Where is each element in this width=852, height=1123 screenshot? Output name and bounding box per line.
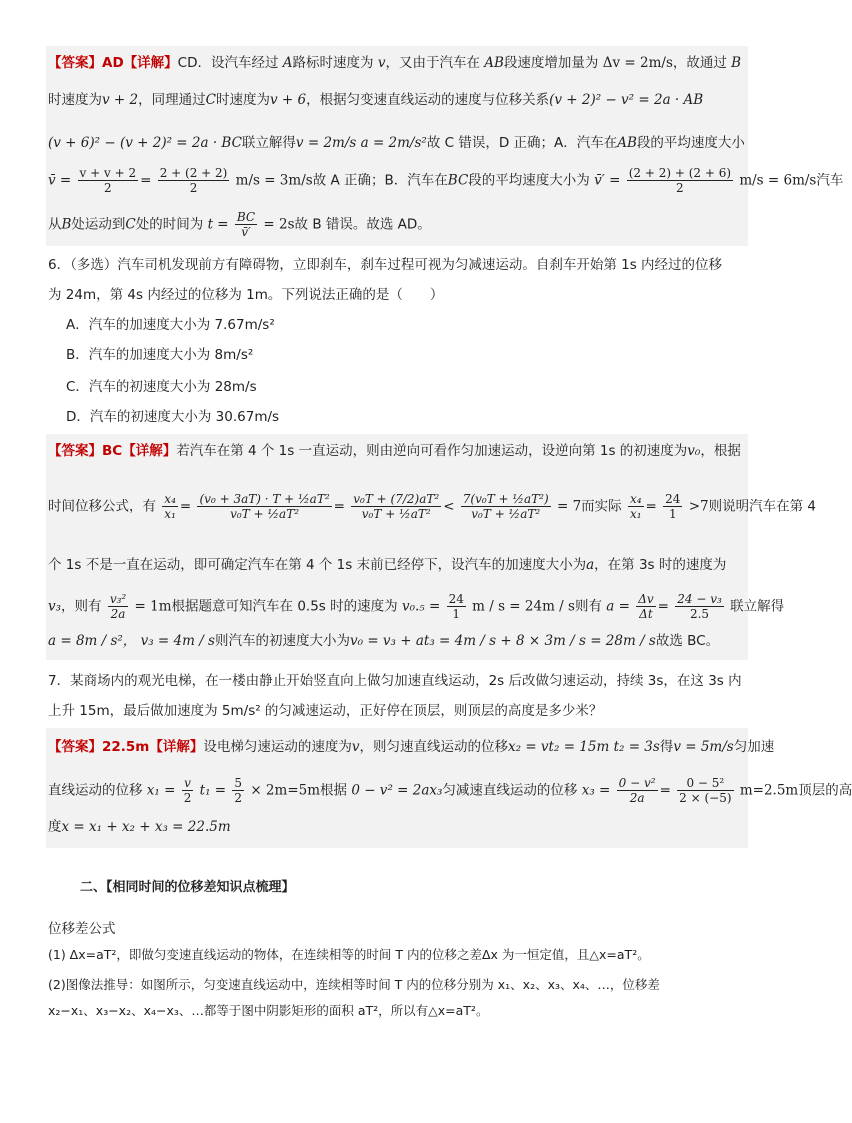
- q6-stem-2: 为 24m，第 4s 内经过的位移为 1m。下列说法正确的是（ ）: [48, 287, 444, 303]
- q7-line-1: 【答案】22.5m【详解】设电梯匀速运动的速度为v，则匀速直线运动的位移x₂ = vt₂ = 15m t₂ = 3s得v = 5m/s匀加速: [48, 739, 775, 755]
- fraction: $\frac{\text{0 − 5²}}{2 \times (-5)}$: [679, 776, 732, 805]
- q6-stem-1: 6．（多选）汽车司机发现前方有障碍物，立即刹车，刹车过程可视为匀减速运动。自刹车开始第 1s 内经过的位移: [48, 257, 723, 273]
- fraction: $\frac{\text{v₀T + (7/2)aT²}}{\text{v₀T + ½aT²}}$: [353, 492, 440, 521]
- fraction: $\frac{\text{x₄}}{\text{x₁}}$: [164, 492, 176, 521]
- q6-option-a: A．汽车的加速度大小为 7.67m/s²: [66, 317, 275, 333]
- q6-line-5: a = 8m / s²， v₃ = 4m / s则汽车的初速度大小为v₀ = v₃ + at₃ = 4m / s + 8 × 3m / s = 28m / s故选 BC。: [48, 633, 720, 649]
- q5-line-3: (v + 6)² − (v + 2)² = 2a · BC联立解得v = 2m/s a = 2m/s²故 C 错误，D 正确；A．汽车在AB段的平均速度大小: [48, 135, 745, 151]
- section-paragraph-2b: x₂−x₁、x₃−x₂、x₄−x₃、…都等于图中阴影矩形的面积 aT²，所以有△x=aT²。: [48, 1003, 489, 1018]
- section-paragraph-1: (1) Δx=aT²，即做匀变速直线运动的物体，在连续相等的时间 T 内的位移之差Δx 为一恒定值，且△x=aT²。: [48, 947, 650, 962]
- fraction: $\frac{\text{v₃²}}{2a}$: [109, 592, 127, 621]
- fraction: $\frac{2 + (2 + 2)}{2}$: [159, 166, 228, 195]
- section-paragraph-2a: (2)图像法推导：如图所示，匀变速直线运动中，连续相等时间 T 内的位移分别为 x₁、x₂、x₃、x₄、…，位移差: [48, 977, 660, 992]
- answer-tag: 【答案】BC【详解】: [48, 443, 177, 459]
- q6-line-3: 个 1s 不是一直在运动，即可确定汽车在第 4 个 1s 末前已经停下，设汽车的加速度大小为a，在第 3s 时的速度为: [48, 557, 727, 573]
- q6-line-4: v₃，则有 $\frac{\text{v₃²}}{2a}$ = 1m根据题意可知汽车在 0.5s 时的速度为 v₀.₅ = $\frac{24}{1}$ m / s = 24m / s则有 a = $\frac{\Delta v}{\Delta t}$ = $\frac{\text{24 − v₃}}{2.5}$ 联立解得: [48, 592, 785, 621]
- fraction: $\frac{\text{24 − v₃}}{2.5}$: [677, 592, 722, 621]
- q5-line-2: 时速度为v + 2，同理通过C时速度为v + 6，根据匀变速直线运动的速度与位移关系(v + 2)² − v² = 2a · AB: [48, 92, 704, 108]
- fraction: $\frac{\Delta v}{\Delta t}$: [638, 592, 654, 621]
- section-subtitle: 位移差公式: [48, 921, 116, 937]
- answer-tag: 【答案】22.5m【详解】: [48, 739, 204, 755]
- q6-option-b: B．汽车的加速度大小为 8m/s²: [66, 347, 254, 363]
- fraction: $\frac{(2 + 2) + (2 + 6)}{2}$: [628, 166, 732, 195]
- q5-line-1: 【答案】AD【详解】CD．设汽车经过 A路标时速度为 v，又由于汽车在 AB段速度增加量为 Δv = 2m/s，故通过 B: [48, 55, 742, 71]
- q5-line-5: 从B处运动到C处的时间为 t = $\frac{BC}{v̄'}$ = 2s故 B 错误。故选 AD。: [48, 210, 431, 239]
- fraction: $\frac{24}{1}$: [448, 592, 464, 621]
- fraction: $\frac{5}{2}$: [234, 776, 243, 805]
- q6-line-1: 【答案】BC【详解】若汽车在第 4 个 1s 一直运动，则由逆向可看作匀加速运动，设逆向第 1s 的初速度为v₀，根据: [48, 443, 741, 459]
- q6-answer-box: [46, 434, 748, 660]
- q6-line-2: 时间位移公式，有 $\frac{\text{x₄}}{\text{x₁}}$ = $\frac{\text{(v₀ + 3aT) · T + ½aT²}}{\text{v₀T + ½aT²}}$ = $\frac{\text{v₀T + (7/2)aT²}}{\text{v₀T + ½aT²}}$ < $\frac{\text{7(v₀T + ½aT²)}}{\text{v₀T + ½aT²}}$ = 7而实际 $\frac{\text{x₄}}{\text{x₁}}$ = $\frac{24}{1}$ >7则说明汽车在第 4: [48, 492, 817, 521]
- section-title: 二、【相同时间的位移差知识点梳理】: [80, 880, 295, 895]
- answer-tag: 【答案】AD【详解】: [48, 55, 178, 71]
- fraction: $\frac{v}{2}$: [183, 776, 192, 805]
- q7-line-2: 直线运动的位移 x₁ = $\frac{v}{2}$ t₁ = $\frac{5}{2}$ × 2m=5m根据 0 − v² = 2ax₃匀减速直线运动的位移 x₃ = $\frac{\text{0 − v²}}{2a}$ = $\frac{\text{0 − 5²}}{2 \times (-5)}$ m=2.5m顶层的高: [48, 776, 852, 805]
- fraction: $\frac{\text{7(v₀T + ½aT²)}}{\text{v₀T + ½aT²}}$: [462, 492, 549, 521]
- q6-option-c: C．汽车的初速度大小为 28m/s: [66, 379, 257, 395]
- q7-line-3: 度x = x₁ + x₂ + x₃ = 22.5m: [48, 819, 231, 835]
- fraction: $\frac{\text{(v₀ + 3aT) · T + ½aT²}}{\text{v₀T + ½aT²}}$: [199, 492, 330, 521]
- q6-option-d: D．汽车的初速度大小为 30.67m/s: [66, 409, 280, 425]
- q5-line-4: v̄ = $\frac{v + v + 2}{2}$ = $\frac{2 + (2 + 2)}{2}$ m/s = 3m/s故 A 正确；B．汽车在BC段的平均速度大小为 v̄′ = $\frac{(2 + 2) + (2 + 6)}{2}$ m/s = 6m/s汽车: [48, 166, 844, 195]
- fraction: $\frac{BC}{v̄'}$: [236, 210, 256, 239]
- fraction: $\frac{24}{1}$: [665, 492, 681, 521]
- fraction: $\frac{v + v + 2}{2}$: [79, 166, 137, 195]
- fraction: $\frac{\text{0 − v²}}{2a}$: [618, 776, 656, 805]
- q7-stem-2: 上升 15m，最后做加速度为 5m/s² 的匀减速运动，正好停在顶层，则顶层的高度是多少米？: [48, 703, 603, 719]
- q7-stem-1: 7．某商场内的观光电梯，在一楼由静止开始竖直向上做匀加速直线运动，2s 后改做匀速运动，持续 3s，在这 3s 内: [48, 673, 742, 689]
- fraction: $\frac{\text{x₄}}{\text{x₁}}$: [629, 492, 642, 521]
